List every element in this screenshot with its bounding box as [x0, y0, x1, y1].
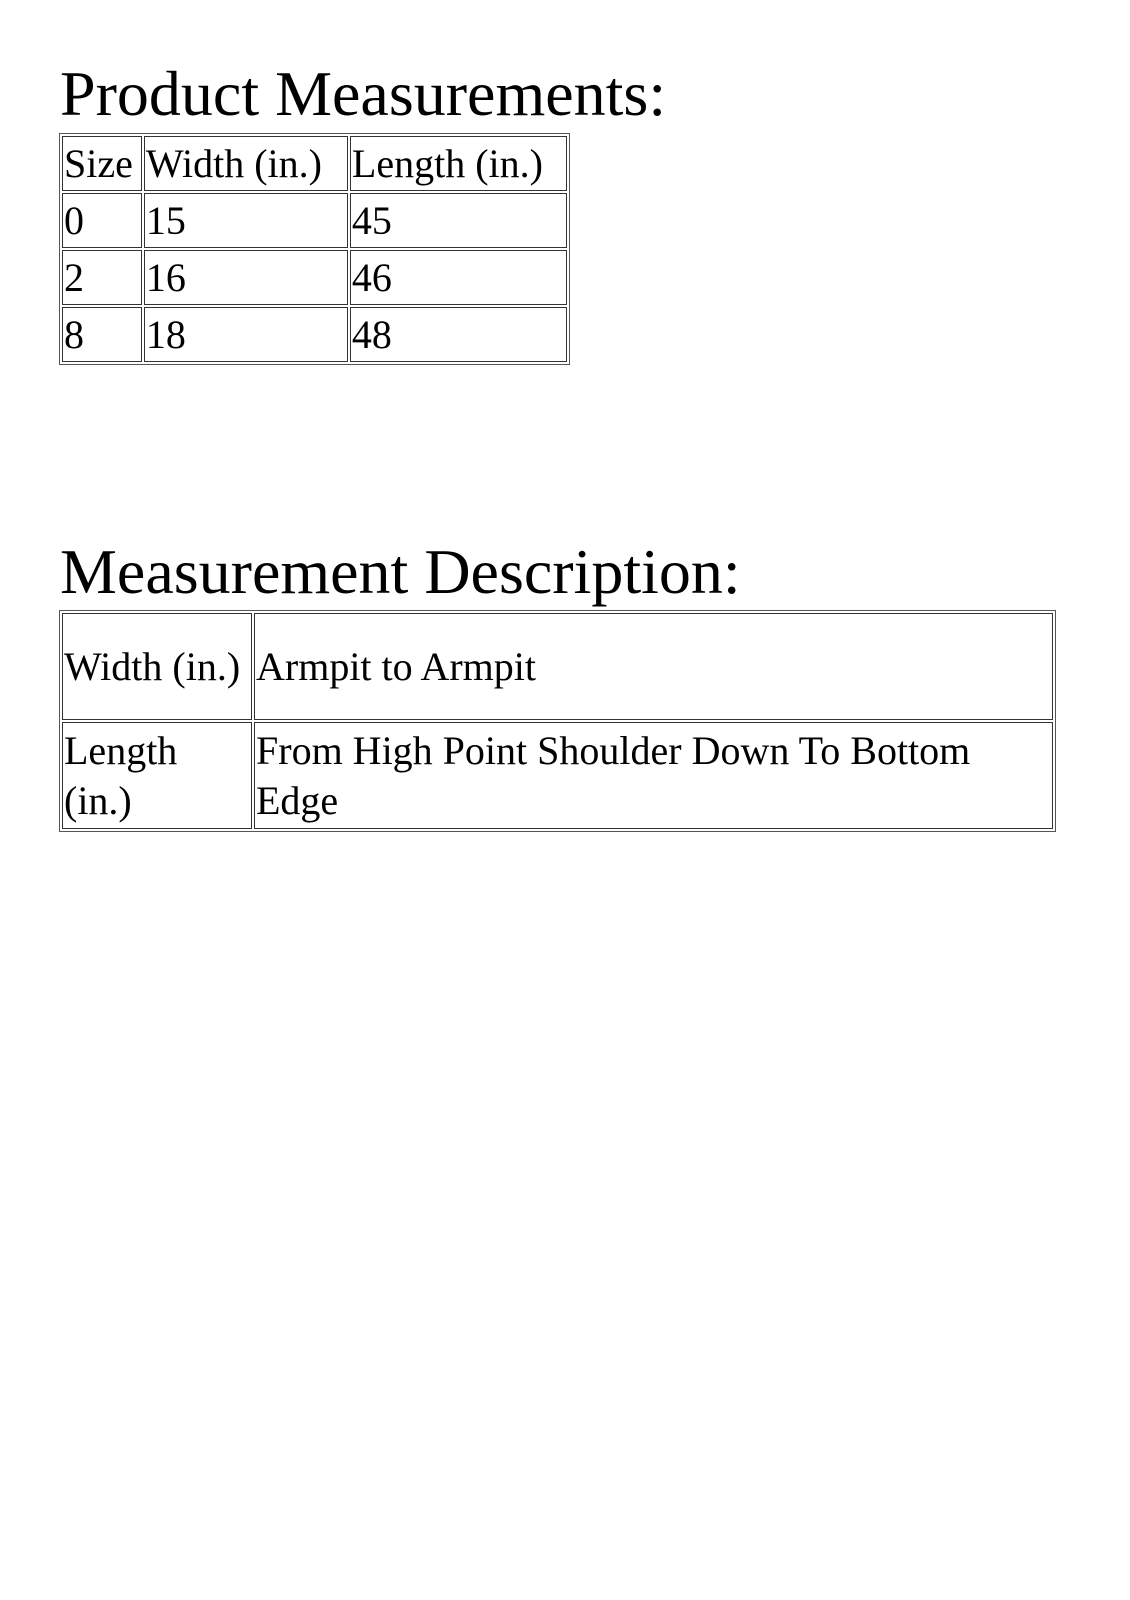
header-width: Width (in.) [144, 136, 348, 191]
width-cell: 15 [144, 193, 348, 248]
measurement-name-cell: Length (in.) [62, 722, 252, 829]
table-row [62, 307, 567, 362]
description-table [59, 610, 1056, 832]
table-row [62, 250, 567, 305]
measurement-description-title: Measurement Description: [60, 536, 741, 607]
table-row [62, 613, 1053, 720]
width-cell: 18 [144, 307, 348, 362]
measurement-name-cell: Width (in.) [62, 613, 252, 720]
length-cell: 45 [350, 193, 567, 248]
size-cell: 0 [62, 193, 142, 248]
width-cell: 16 [144, 250, 348, 305]
header-size: Size [62, 136, 142, 191]
size-cell: 2 [62, 250, 142, 305]
length-cell: 48 [350, 307, 567, 362]
length-cell: 46 [350, 250, 567, 305]
measurement-description-cell: From High Point Shoulder Down To Bottom Edge [254, 722, 1053, 829]
measurement-description-cell: Armpit to Armpit [254, 613, 1053, 720]
header-length: Length (in.) [350, 136, 567, 191]
table-row [62, 193, 567, 248]
size-table [59, 133, 570, 365]
product-measurements-title: Product Measurements: [60, 58, 667, 129]
table-row [62, 722, 1053, 829]
table-header-row [62, 136, 567, 191]
size-cell: 8 [62, 307, 142, 362]
